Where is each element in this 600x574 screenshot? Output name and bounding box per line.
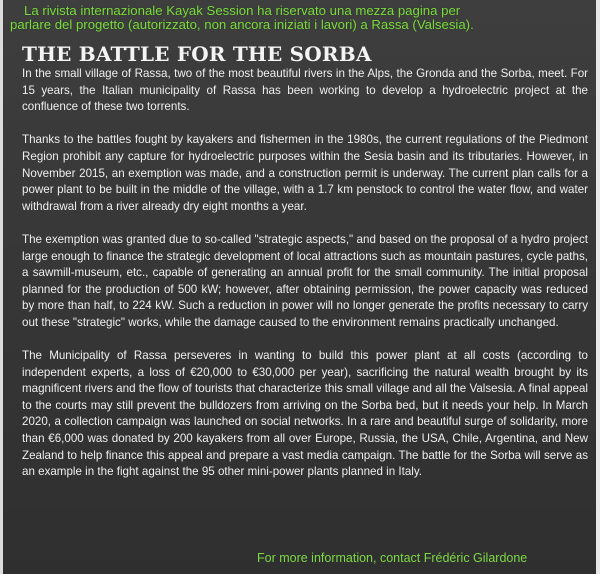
article-paragraph-2: Thanks to the battles fought by kayakers and fishermen in the 1980s, the current regulations of the Piedmont Region prohibit any capture for hydroelectric purposes within the Sesia basin and its tributaries. However, in November 2015, an exemption was made, and a construction permit is underway. The current plan calls for a power plant to be built in the middle of the village, with a 1.7 km penstock to control the water flow, and water withdrawal from a river already dry eight months a year. bbox=[22, 133, 588, 213]
article-title: THE BATTLE FOR THE SORBA bbox=[22, 42, 372, 66]
article-paragraph-3: The exemption was granted due to so-called "strategic aspects," and based on the proposal of a hydro project large enough to finance the strategic development of local attractions such as mountain pastures, cycle paths, a sawmill-museum, etc., capable of generating an annual profit for the small community. The initial proposal planned for the production of 500 kW; however, after obtaining permission, the power capacity was reduced by more than half, to 224 kW. Such a reduction in power will no longer generate the profits necessary to carry out these "strategic" works, while the damage caused to the environment remains practically unchanged. bbox=[22, 232, 588, 329]
italian-caption bbox=[10, 4, 570, 32]
italian-caption-line-2: parlare del progetto (autorizzato, non ancora iniziati i lavori) a Rassa (Valsesia). bbox=[10, 17, 474, 32]
scan-edge-left bbox=[0, 0, 3, 574]
article-body bbox=[22, 66, 588, 481]
contact-caption: For more information, contact Frédéric Gilardone bbox=[257, 551, 528, 565]
article-paragraph-1: In the small village of Rassa, two of the most beautiful rivers in the Alps, the Gronda and the Sorba, meet. For 15 years, the Italian municipality of Rassa has been working to develop a hydroelectric project at the confluence of these two torrents. bbox=[22, 67, 588, 114]
scan-edge-right bbox=[596, 0, 600, 574]
italian-caption-line-1: La rivista internazionale Kayak Session ha riservato una mezza pagina per bbox=[24, 3, 461, 18]
article-paragraph-4: The Municipality of Rassa perseveres in wanting to build this power plant at all costs (according to independent experts, a loss of €20,000 to €30,000 per year), sacrificing the natural wealth brought by its magnificent rivers and the flow of tourists that characterize this small village and all the Valsesia. A final appeal to the courts may still prevent the bulldozers from arriving on the Sorba bed, but it needs your help. In March 2020, a collection campaign was launched on social networks. In a rare and beautiful surge of solidarity, more than €6,000 was donated by 200 kayakers from all over Europe, Russia, the USA, Chile, Argentina, and New Zealand to help finance this appeal and prepare a vast media campaign. The battle for the Sorba will serve as an example in the fight against the 95 other mini-power plants planned in Italy. bbox=[22, 349, 588, 479]
